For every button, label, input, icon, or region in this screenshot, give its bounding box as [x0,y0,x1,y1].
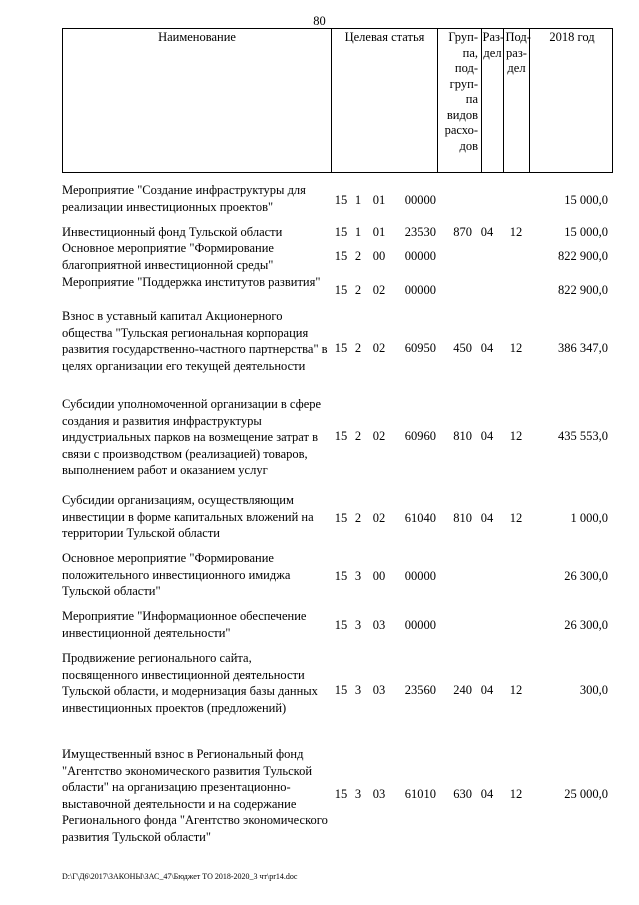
row-b: 3 [354,787,362,801]
row-b: 3 [354,569,362,583]
row-name: Взнос в уставный капитал Акционерного общества "Тульская региональная корпорация развития государственно-частного партнерства" в целях организации его текущей деятельности [62,309,328,373]
row-sum: 15 000,0 [564,193,608,207]
row-a: 15 [334,787,348,801]
row-b: 2 [354,511,362,525]
row-name: Имущественный взнос в Региональный фонд "Агентство экономического развития Тульской области" на организацию презентационно-выставочной деятельности и на содержание Регионального фонда "Агентство экономического развития Тульской области" [62,747,328,844]
row-b: 2 [354,341,362,355]
table-row [62,182,613,216]
row-b: 3 [354,618,362,632]
row-sum: 26 300,0 [564,569,608,583]
row-a: 15 [334,511,348,525]
row-d: 61040 [404,511,436,525]
header-podrazdel: Под-раз-дел [503,29,529,172]
row-c: 02 [372,341,386,355]
row-a: 15 [334,283,348,297]
row-sum: 822 900,0 [558,283,608,297]
table-row [62,274,613,308]
row-rz: 04 [480,225,494,239]
row-b: 3 [354,683,362,697]
row-a: 15 [334,569,348,583]
row-pr: 12 [509,683,523,697]
row-sum: 1 000,0 [570,511,608,525]
table-row [62,396,613,478]
row-a: 15 [334,683,348,697]
row-pr: 12 [509,511,523,525]
row-name: Мероприятие "Создание инфраструктуры для реализации инвестиционных проектов" [62,183,306,214]
row-c: 03 [372,683,386,697]
row-rz: 04 [480,787,494,801]
row-sum: 26 300,0 [564,618,608,632]
row-c: 01 [372,193,386,207]
header-article: Целевая статья [331,29,437,172]
row-b: 2 [354,283,362,297]
row-grp: 810 [453,511,472,525]
row-a: 15 [334,429,348,443]
row-a: 15 [334,341,348,355]
row-c: 03 [372,787,386,801]
row-name: Основное мероприятие "Формирование благоприятной инвестиционной среды" [62,241,274,272]
row-name: Продвижение регионального сайта, посвященного инвестиционной деятельности Тульской области, и модернизация базы данных инвестиционных проектов (предложений) [62,651,318,715]
row-b: 1 [354,225,362,239]
row-c: 02 [372,429,386,443]
row-pr: 12 [509,429,523,443]
table-row [62,650,613,732]
row-d: 00000 [404,193,436,207]
table-row [62,608,613,642]
row-rz: 04 [480,341,494,355]
row-rz: 04 [480,511,494,525]
row-c: 02 [372,283,386,297]
row-sum: 15 000,0 [564,225,608,239]
header-razdel: Раз-дел [481,29,503,172]
row-sum: 25 000,0 [564,787,608,801]
row-d: 00000 [404,249,436,263]
row-rz: 04 [480,683,494,697]
row-d: 00000 [404,618,436,632]
row-d: 23560 [404,683,436,697]
footer-file-path: D:\Г\Д6\2017\ЗАКОНЫ\ЗАС_47\Бюджет ТО 2018-2020_3 чт\pr14.doc [62,872,298,881]
row-c: 03 [372,618,386,632]
row-b: 2 [354,249,362,263]
row-a: 15 [334,225,348,239]
row-d: 61010 [404,787,436,801]
row-grp: 870 [453,225,472,239]
row-d: 00000 [404,569,436,583]
row-c: 00 [372,569,386,583]
row-name: Субсидии уполномоченной организации в сфере создания и развития инфраструктуры индустриальных парков на возмещение затрат в связи с производством (реализацией) товаров, выполнением работ и оказанием услуг [62,397,322,477]
row-a: 15 [334,193,348,207]
row-name: Мероприятие "Поддержка институтов развития" [62,275,321,289]
table-header [62,28,613,173]
row-sum: 822 900,0 [558,249,608,263]
row-a: 15 [334,618,348,632]
row-pr: 12 [509,225,523,239]
row-pr: 12 [509,787,523,801]
row-pr: 12 [509,341,523,355]
page-number: 80 [313,14,326,28]
row-sum: 435 553,0 [558,429,608,443]
row-d: 60960 [404,429,436,443]
header-name: Наименование [158,30,236,44]
row-c: 01 [372,225,386,239]
table-row [62,492,613,542]
row-a: 15 [334,249,348,263]
row-c: 02 [372,511,386,525]
table-row [62,224,613,240]
table-row [62,550,613,600]
row-name: Мероприятие "Информационное обеспечение инвестиционной деятельности" [62,609,307,640]
row-b: 1 [354,193,362,207]
row-grp: 810 [453,429,472,443]
row-c: 00 [372,249,386,263]
row-grp: 240 [453,683,472,697]
row-sum: 386 347,0 [558,341,608,355]
table-row [62,240,613,274]
row-name: Субсидии организациям, осуществляющим инвестиции в форме капитальных вложений на территории Тульской области [62,493,314,540]
row-rz: 04 [480,429,494,443]
row-name: Основное мероприятие "Формирование положительного инвестиционного имиджа Тульской области" [62,551,291,598]
row-b: 2 [354,429,362,443]
header-group: Груп-па, под-груп-па видов расхо-дов [437,29,481,172]
row-name: Инвестиционный фонд Тульской области [62,225,283,239]
row-sum: 300,0 [579,683,608,697]
table-row [62,308,613,390]
header-year: 2018 год [529,29,614,172]
row-d: 60950 [404,341,436,355]
row-d: 23530 [404,225,436,239]
table-row [62,746,613,844]
row-grp: 450 [453,341,472,355]
row-grp: 630 [453,787,472,801]
row-d: 00000 [404,283,436,297]
